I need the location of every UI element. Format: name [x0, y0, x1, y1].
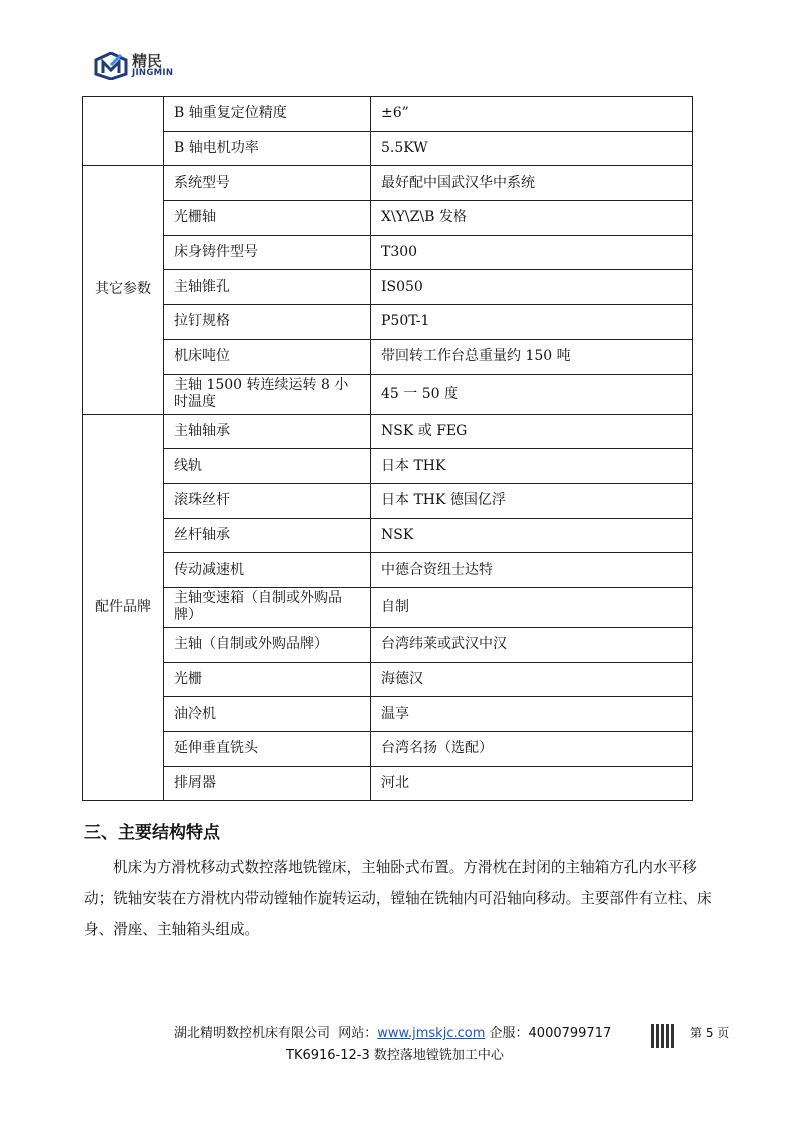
spec-value: 日本 THK [371, 449, 693, 484]
spec-value: 5.5KW [371, 131, 693, 166]
spec-name: 排屑器 [164, 766, 371, 801]
footer-service-label: 企服： [489, 1026, 529, 1041]
spec-name: B 轴电机功率 [164, 131, 371, 166]
section-title: 三、主要结构特点 [84, 823, 220, 843]
qr-code-icon [651, 1024, 675, 1048]
spec-value: 自制 [371, 587, 693, 627]
spec-value: 中德合资纽士达特 [371, 553, 693, 588]
spec-name: 机床吨位 [164, 339, 371, 374]
spec-value: 台湾纬莱或武汉中汉 [371, 627, 693, 662]
spec-name: 主轴轴承 [164, 414, 371, 449]
table-row [83, 339, 693, 374]
spec-name: 主轴锥孔 [164, 270, 371, 305]
table-row [83, 697, 693, 732]
spec-name: 线轨 [164, 449, 371, 484]
spec-value: 台湾名扬（选配） [371, 732, 693, 767]
spec-name: 延伸垂直铣头 [164, 732, 371, 767]
spec-value: 河北 [371, 766, 693, 801]
table-row [83, 270, 693, 305]
spec-name: 油冷机 [164, 697, 371, 732]
table-row [83, 732, 693, 767]
table-row [83, 518, 693, 553]
table-row [83, 235, 693, 270]
table-row [83, 449, 693, 484]
group-label: 配件品牌 [83, 414, 164, 801]
table-row [83, 97, 693, 132]
spec-name: 主轴 1500 转连续运转 8 小时温度 [164, 374, 371, 414]
table-row [83, 483, 693, 518]
logo-icon [94, 52, 128, 80]
logo-en: JINGMIN [132, 68, 174, 79]
spec-value: P50T-1 [371, 305, 693, 340]
spec-value: 海德汉 [371, 662, 693, 697]
spec-value: 最好配中国武汉华中系统 [371, 166, 693, 201]
footer-service: 4000799717 [528, 1026, 612, 1041]
table-row [83, 627, 693, 662]
spec-value: 温享 [371, 697, 693, 732]
table-row [83, 131, 693, 166]
table-row [83, 587, 693, 627]
spec-name: 拉钉规格 [164, 305, 371, 340]
spec-value: NSK [371, 518, 693, 553]
footer-site-label: 网站： [338, 1026, 378, 1041]
group-label [83, 97, 164, 166]
table-row [83, 305, 693, 340]
table-row [83, 662, 693, 697]
spec-value: 45 一 50 度 [371, 374, 693, 414]
spec-name: B 轴重复定位精度 [164, 97, 371, 132]
group-label: 其它参数 [83, 166, 164, 414]
spec-name: 系统型号 [164, 166, 371, 201]
page-number: 第 5 页 [690, 1026, 730, 1040]
spec-table [82, 96, 693, 801]
footer-subtitle: TK6916-12-3 数控落地镗铣加工中心 [286, 1048, 504, 1063]
spec-name: 主轴变速箱（自制或外购品牌） [164, 587, 371, 627]
table-row [83, 414, 693, 449]
table-row [83, 201, 693, 236]
spec-value: 带回转工作台总重量约 150 吨 [371, 339, 693, 374]
table-row [83, 166, 693, 201]
spec-name: 床身铸件型号 [164, 235, 371, 270]
spec-name: 传动减速机 [164, 553, 371, 588]
spec-name: 滚珠丝杆 [164, 483, 371, 518]
spec-name: 主轴（自制或外购品牌） [164, 627, 371, 662]
table-row [83, 553, 693, 588]
spec-name: 丝杆轴承 [164, 518, 371, 553]
spec-value: 日本 THK 德国亿浮 [371, 483, 693, 518]
footer-company: 湖北精明数控机床有限公司 [174, 1026, 331, 1041]
spec-value: NSK 或 FEG [371, 414, 693, 449]
spec-value: X\Y\Z\B 发格 [371, 201, 693, 236]
table-row [83, 766, 693, 801]
section-body: 机床为方滑枕移动式数控落地铣镗床，主轴卧式布置。方滑枕在封闭的主轴箱方孔内水平移动；铣轴安装在方滑枕内带动镗轴作旋转运动，镗轴在铣轴内可沿轴向移动。主要部件有立柱、床身、滑座、主轴箱头组成。 [84, 859, 712, 938]
spec-name: 光栅轴 [164, 201, 371, 236]
spec-value: IS050 [371, 270, 693, 305]
footer-site-link[interactable]: www.jmskjc.com [377, 1026, 486, 1041]
logo-cn: 精民 [132, 52, 163, 71]
company-logo [94, 52, 173, 80]
spec-value: ±6” [371, 97, 693, 132]
spec-name: 光栅 [164, 662, 371, 697]
table-row [83, 374, 693, 414]
spec-value: T300 [371, 235, 693, 270]
